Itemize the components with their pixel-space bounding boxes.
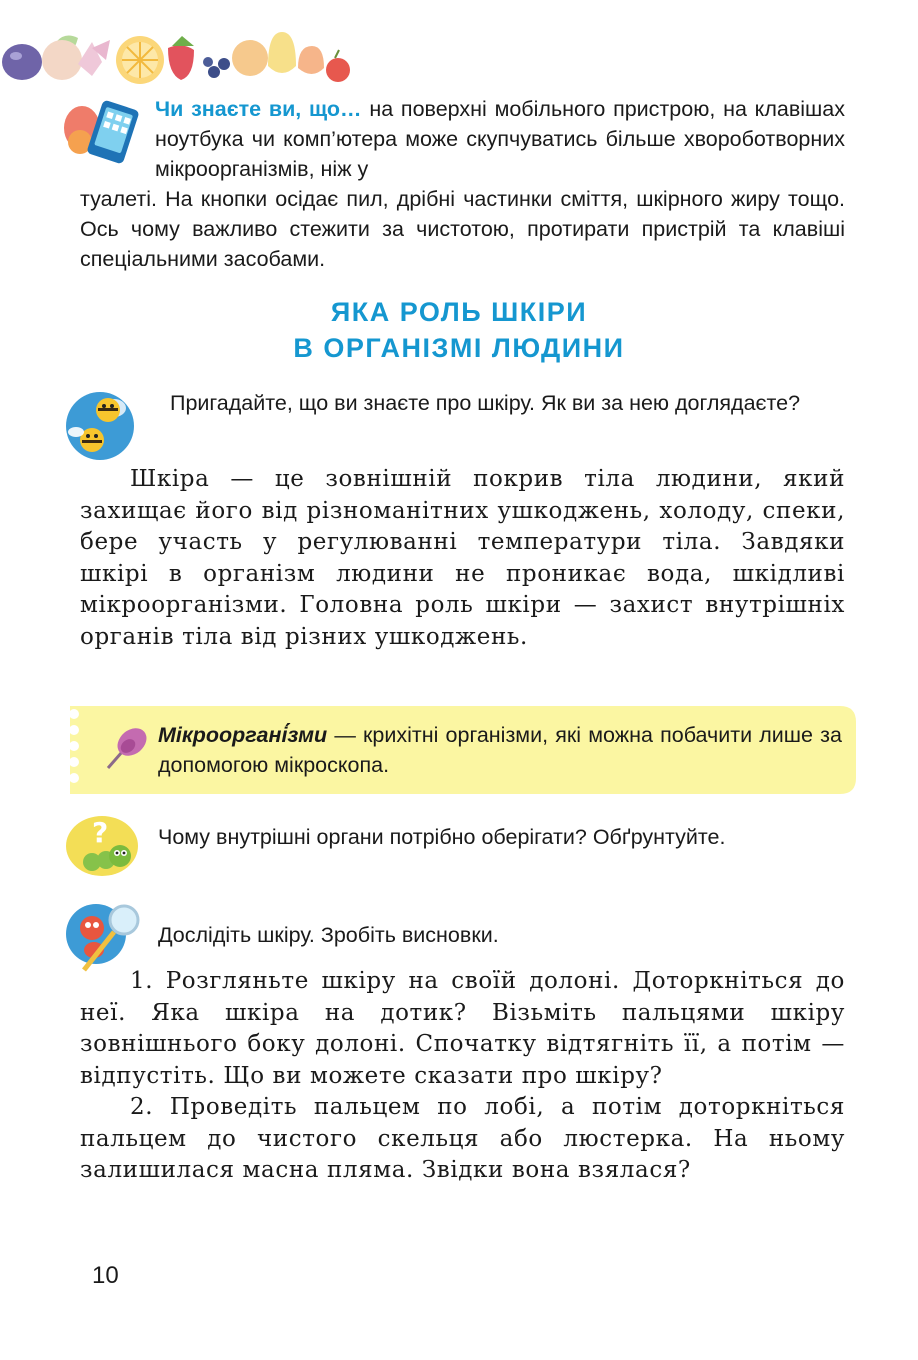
ant-magnifier-icon (62, 898, 152, 974)
prompt-question: Чому внутрішні органи потрібно оберігати? Обґрунтуйте. (158, 825, 726, 849)
caterpillar-question-icon (62, 810, 152, 880)
svg-text:?: ? (92, 816, 109, 849)
fruit-banner-icon (0, 18, 360, 84)
definition-term: Мікрооргані́зми (158, 723, 328, 747)
body-text: Шкіра — це зовнішній покрив тіла людини, який захищає його від різноманітних ушкоджень, холоду, спеки, бере участь у регулюванні температури тіла. Завдяки шкірі в організм людини не проникає вода, шкідливі мікроорганізми. Головна роль шкіри — захист внутрішніх органів тіла від різних ушкоджень. (80, 466, 845, 650)
fact-text-top: на поверхні мобільного пристрою, на клавішах ноутбука чи комп’ютера може скупчуватись більше хвороботворних мікроорганізмів, ніж у (155, 97, 845, 181)
section-title (0, 294, 918, 366)
fact-lead: Чи знаєте ви, що… (155, 97, 362, 121)
page-number: 10 (92, 1262, 119, 1289)
prompt-investigate: Дослідіть шкіру. Зробіть висновки. (158, 923, 499, 947)
phone-butterfly-icon (62, 98, 150, 164)
body-paragraph (80, 464, 845, 653)
section-title-line1: ЯКА РОЛЬ ШКІРИ (330, 297, 588, 327)
section-title-line2: В ОРГАНІЗМІ ЛЮДИНИ (293, 333, 625, 363)
pushpin-icon (98, 718, 154, 778)
definition-body: — крихітні організми, які можна побачити лише за допомогою мікроскопа. (158, 723, 842, 777)
step-2: 2. Проведіть пальцем по лобі, а потім доторкніться пальцем до чистого скельця або люстерка. На ньому залишилася масна пляма. Звідки вона взялася? (80, 1094, 845, 1183)
step-1: 1. Розгляньте шкіру на своїй долоні. Доторкніться до неї. Яка шкіра на дотик? Візьміть пальцями шкіру зовнішнього боку долоні. Спочатку відтягніть її, а потім — відпустіть. Що ви можете сказати про шкіру? (80, 968, 845, 1089)
prompt-recall: Пригадайте, що ви знаєте про шкіру. Як ви за нею доглядаєте? (170, 391, 801, 415)
fact-paragraph-rest: туалеті. На кнопки осідає пил, дрібні частинки сміття, шкірного жиру тощо. Ось чому важливо стежити за чистотою, протирати пристрій та клавіші спеціальними засобами. (80, 187, 845, 271)
definition-text (158, 720, 842, 780)
steps-list (80, 966, 845, 1187)
bees-icon (62, 380, 154, 468)
fact-paragraph (155, 94, 845, 184)
